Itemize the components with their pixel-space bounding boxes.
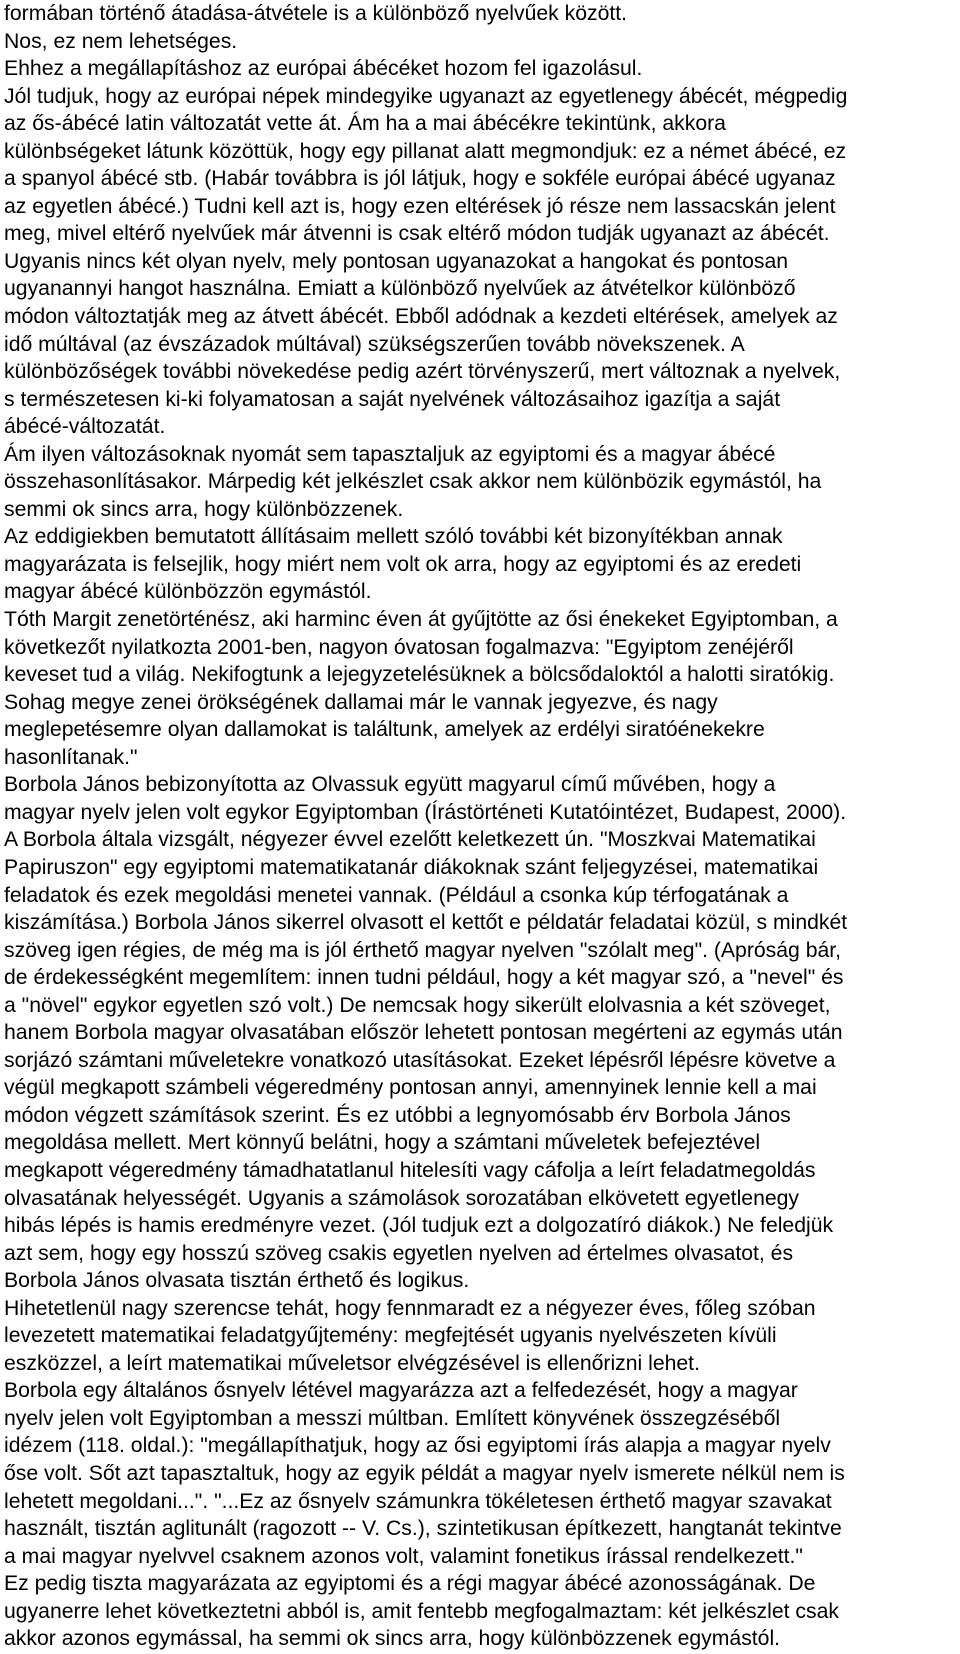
text-line: következőt nyilatkozta 2001-ben, nagyon óvatosan fogalmazva: "Egyiptom zenéjéről bbox=[4, 635, 794, 659]
text-line: Borbola János olvasata tisztán érthető és logikus. bbox=[4, 1269, 470, 1293]
text-line: meg, mivel eltérő nyelvűek már átvenni is csak eltérő módon tudják ugyanazt az ábécét. bbox=[4, 222, 830, 246]
text-line: olvasatának helyességét. Ugyanis a számolások sorozatában elkövetett egyetlenegy bbox=[4, 1186, 800, 1210]
text-line: akkor azonos egymással, ha semmi ok sincs arra, hogy különbözzenek egymástól. bbox=[4, 1627, 781, 1651]
text-line: magyarázata is felsejlik, hogy miért nem volt ok arra, hogy az egyiptomi és az eredeti bbox=[4, 552, 802, 576]
text-line: végül megkapott számbeli végeredmény pontosan annyi, amennyinek lennie kell a mai bbox=[4, 1076, 817, 1100]
text-line: feladatok és ezek megoldási menetei vannak. (Például a csonka kúp térfogatának a bbox=[4, 883, 789, 907]
text-line: különbségeket látunk közöttük, hogy egy pillanat alatt megmondjuk: ez a német ábécé, ez bbox=[4, 139, 847, 163]
text-line: lehetett megoldani...". "...Ez az ősnyelv számunkra tökéletesen érthető magyar szavakat bbox=[4, 1489, 832, 1513]
text-line: Ehhez a megállapításhoz az európai ábécéket hozom fel igazolásul. bbox=[4, 57, 643, 81]
text-line: hanem Borbola magyar olvasatában először lehetett pontosan megérteni az egymás után bbox=[4, 1021, 843, 1045]
text-line: az egyetlen ábécé.) Tudni kell azt is, hogy ezen eltérések jó része nem lassacskán jelent bbox=[4, 194, 836, 218]
text-line: megoldása mellett. Mert könnyű belátni, hogy a számtani műveletek befejeztével bbox=[4, 1131, 761, 1155]
text-line: Ez pedig tiszta magyarázata az egyiptomi és a régi magyar ábécé azonosságának. De bbox=[4, 1572, 816, 1596]
text-line: semmi ok sincs arra, hogy különbözzenek. bbox=[4, 497, 404, 521]
text-line: idő múltával (az évszázadok múltával) szükségszerűen tovább növekszenek. A bbox=[4, 332, 745, 356]
text-line: Borbola egy általános ősnyelv létével magyarázza azt a felfedezését, hogy a magyar bbox=[4, 1379, 798, 1403]
text-line: különbözőségek további növekedése pedig azért törvényszerű, mert változnak a nyelvek, bbox=[4, 360, 841, 384]
text-line: de érdekességként megemlítem: innen tudni például, hogy a két magyar szó, a "nevel" és bbox=[4, 966, 844, 990]
text-line: az ős-ábécé latin változatát vette át. Ám ha a mai ábécékre tekintünk, akkora bbox=[4, 112, 726, 136]
text-line: magyar nyelv jelen volt egykor Egyiptomban (Írástörténeti Kutatóintézet, Budapest, 2000). bbox=[4, 800, 847, 824]
text-line: formában történő átadása-átvétele is a különböző nyelvűek között. bbox=[4, 2, 628, 25]
text-line: idézem (118. oldal.): "megállapíthatjuk, hogy az ősi egyiptomi írás alapja a magyar nyelv bbox=[4, 1434, 831, 1458]
text-line: ugyanerre lehet következtetni abból is, amit fentebb megfogalmaztam: két jelkészlet csak bbox=[4, 1599, 839, 1623]
text-line: keveset tud a világ. Nekifogtunk a lejegyzetelésüknek a bölcsődaloktól a halotti siratókig. bbox=[4, 663, 835, 687]
text-line: ugyanannyi hangot használna. Emiatt a különböző nyelvűek az átvételkor különböző bbox=[4, 277, 796, 301]
text-line: Jól tudjuk, hogy az európai népek mindegyike ugyanazt az egyetlenegy ábécét, mégpedig bbox=[4, 84, 848, 108]
text-line: eszközzel, a leírt matematikai műveletsor elvégzésével is ellenőrizni lehet. bbox=[4, 1351, 700, 1375]
text-line: sorjázó számtani műveletekre vonatkozó utasításokat. Ezeket lépésről lépésre követve a bbox=[4, 1048, 836, 1072]
text-line: magyar ábécé különbözzön egymástól. bbox=[4, 580, 372, 604]
text-line: Papiruszon" egy egyiptomi matematikatanár diákoknak szánt feljegyzései, matematikai bbox=[4, 855, 819, 879]
text-line: szöveg igen régies, de még ma is jól érthető magyar nyelven "szólalt meg". (Apróság bár, bbox=[4, 938, 842, 962]
text-line: Hihetetlenül nagy szerencse tehát, hogy fennmaradt ez a négyezer éves, főleg szóban bbox=[4, 1296, 816, 1320]
text-line: ábécé-változatát. bbox=[4, 415, 166, 439]
text-line: Ugyanis nincs két olyan nyelv, mely pontosan ugyanazokat a hangokat és pontosan bbox=[4, 249, 789, 273]
text-line: Ám ilyen változásoknak nyomát sem tapasztaljuk az egyiptomi és a magyar ábécé bbox=[4, 442, 776, 466]
text-line: Sohag megye zenei örökségének dallamai már le vannak jegyezve, és nagy bbox=[4, 690, 718, 714]
text-line: kiszámítása.) Borbola János sikerrel olvasott el kettőt e példatár feladatai közül, s mindkét bbox=[4, 911, 848, 935]
text-line: A Borbola általa vizsgált, négyezer évvel ezelőtt keletkezett ún. "Moszkvai Matematikai bbox=[4, 828, 816, 852]
text-line: módon változtatják meg az átvett ábécét. Ebből adódnak a kezdeti eltérések, amelyek az bbox=[4, 305, 838, 329]
text-line: a spanyol ábécé stb. (Habár továbbra is jól látjuk, hogy e sokféle európai ábécé ugyanaz bbox=[4, 167, 836, 191]
text-line: Nos, ez nem lehetséges. bbox=[4, 29, 238, 53]
text-line: hibás lépés is hamis eredményre vezet. (Jól tudjuk ezt a dolgozatíró diákok.) Ne feledjük bbox=[4, 1214, 834, 1238]
text-line: Az eddigiekben bemutatott állításaim mellett szóló további két bizonyítékban annak bbox=[4, 525, 783, 549]
text-line: meglepetésemre olyan dallamokat is találtunk, amelyek az erdélyi siratóénekekre bbox=[4, 718, 765, 742]
text-line: Borbola János bebizonyította az Olvassuk együtt magyarul című művében, hogy a bbox=[4, 773, 776, 797]
text-line: levezetett matematikai feladatgyűjtemény: megfejtését ugyanis nyelvészeten kívüli bbox=[4, 1324, 777, 1348]
text-line: s természetesen ki-ki folyamatosan a saját nyelvének változásaihoz igazítja a saját bbox=[4, 387, 781, 411]
text-line: megkapott végeredmény támadhatatlanul hitelesíti vagy cáfolja a leírt feladatmegoldás bbox=[4, 1158, 816, 1182]
text-line: összehasonlításakor. Márpedig két jelkészlet csak akkor nem különbözik egymástól, ha bbox=[4, 470, 822, 494]
text-line: módon végzett számítások szerint. És ez utóbbi a legnyomósabb érv Borbola János bbox=[4, 1103, 791, 1127]
text-line: a mai magyar nyelvvel csaknem azonos volt, valamint fonetikus írással rendelkezett." bbox=[4, 1544, 803, 1568]
text-line: hasonlítanak." bbox=[4, 745, 138, 769]
text-line: azt sem, hogy egy hosszú szöveg csakis egyetlen nyelven ad értelmes olvasatot, és bbox=[4, 1241, 794, 1265]
text-line: nyelv jelen volt Egyiptomban a messzi múltban. Említett könyvének összegzéséből bbox=[4, 1406, 781, 1430]
text-line: őse volt. Sőt azt tapasztaltuk, hogy az egyik példát a magyar nyelv ismerete nélkül nem is bbox=[4, 1461, 845, 1485]
text-line: használt, tisztán aglitunált (ragozott -- V. Cs.), szintetikusan építkezett, hangtanát tekintve bbox=[4, 1517, 842, 1541]
text-line: Tóth Margit zenetörténész, aki harminc éven át gyűjtötte az ősi énekeket Egyiptomban, a bbox=[4, 608, 838, 632]
text-line: a "növel" egykor egyetlen szó volt.) De nemcsak hogy sikerült elolvasnia a két szöveget, bbox=[4, 993, 831, 1017]
document-body bbox=[4, 0, 960, 1653]
